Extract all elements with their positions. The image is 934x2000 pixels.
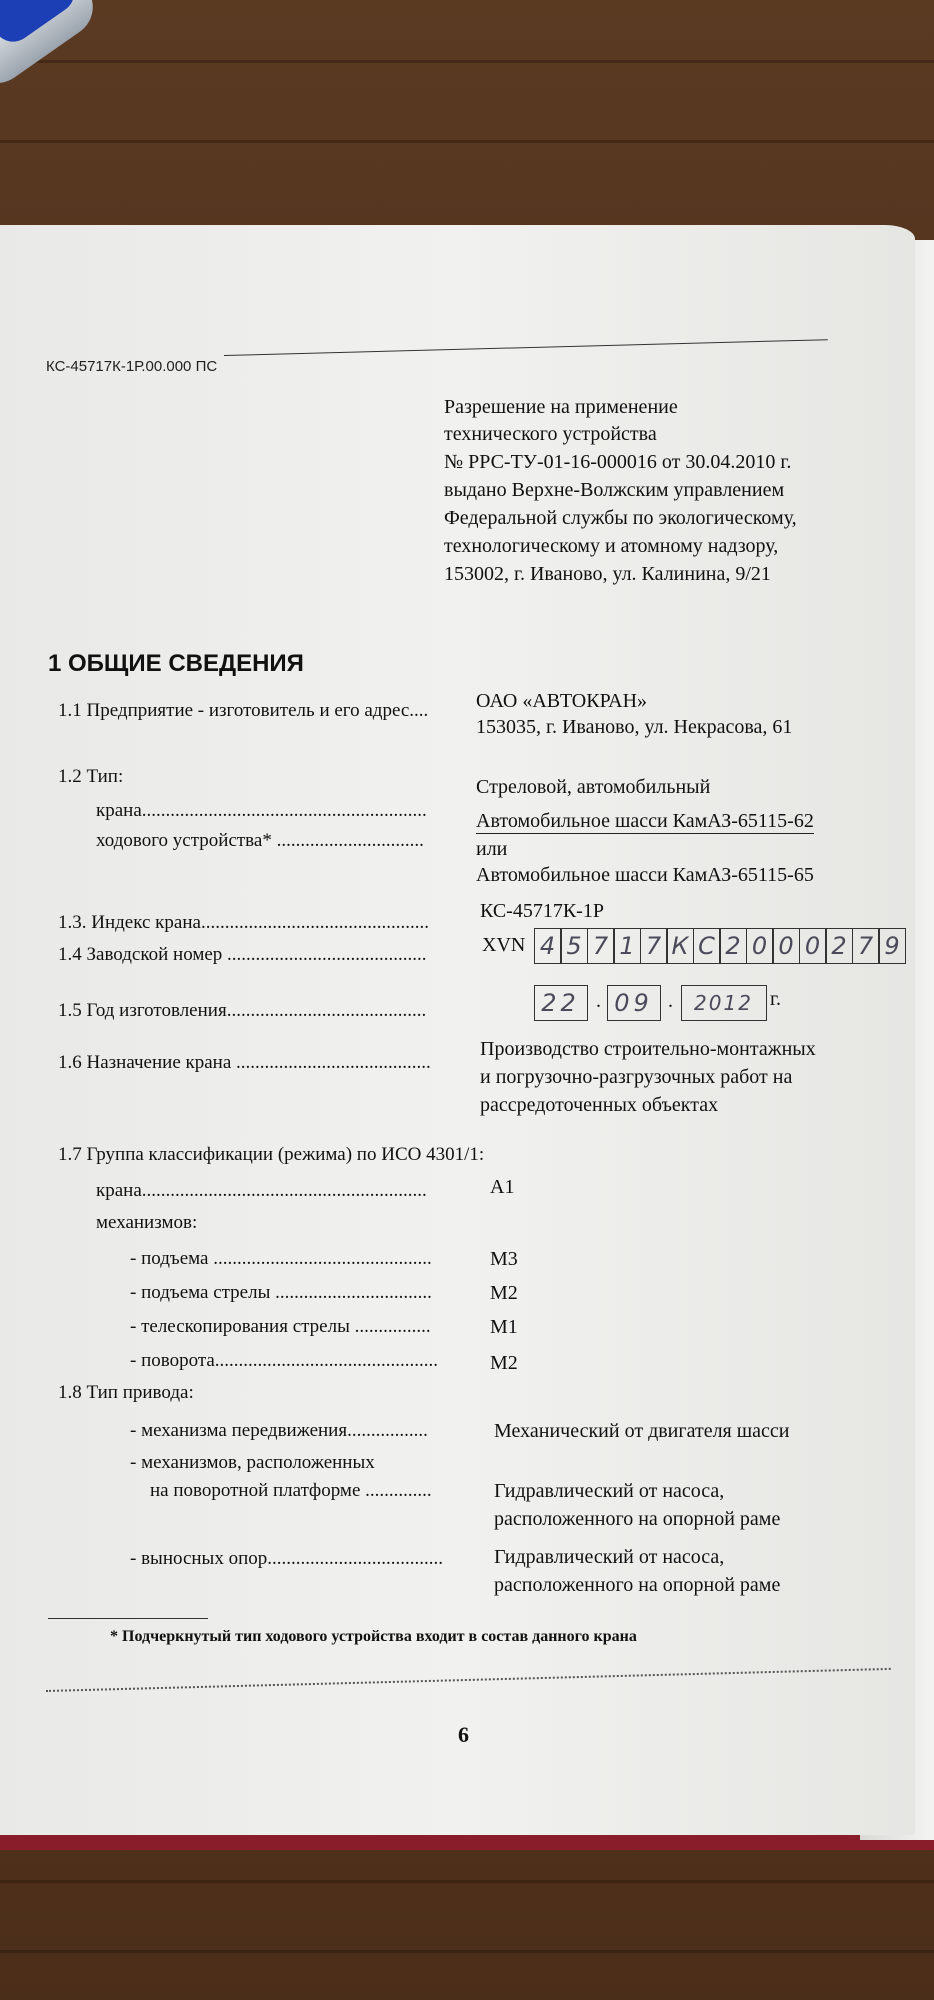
group-label: 1.7 Группа классификации (режима) по ИСО 4301/1: [58, 1144, 485, 1165]
mechanisms-label: механизмов: [96, 1212, 198, 1233]
index-label: 1.3. Индекс крана................................................ [58, 912, 429, 933]
platform-value: Гидравлический от насоса, [494, 1480, 725, 1502]
index-value: КС-45717К-1Р [480, 900, 604, 922]
manufacturer-label: 1.1 Предприятие - изготовитель и его адрес.... [58, 700, 429, 721]
purpose-line: рассредоточенных объектах [480, 1094, 719, 1116]
platform-label: - механизмов, расположенных [130, 1452, 375, 1473]
serial-char: 2 [719, 928, 747, 964]
year-day: 22 [534, 985, 588, 1021]
doc-code: КС-45717К-1Р.00.000 ПС [46, 358, 218, 375]
type-label: 1.2 Тип: [58, 766, 124, 787]
purpose-line: Производство строительно-монтажных [480, 1038, 816, 1060]
serial-char: С [693, 928, 721, 964]
lift-value: М3 [490, 1248, 518, 1270]
serial-prefix: XVN [482, 934, 526, 956]
purpose-label: 1.6 Назначение крана ......................................... [58, 1052, 431, 1073]
year-label: 1.5 Год изготовления.......................................... [58, 1000, 427, 1021]
year-suffix: г. [770, 988, 781, 1010]
outrigger-value: расположенного на опорной раме [494, 1574, 781, 1596]
manufacturer-name: ОАО «АВТОКРАН» [476, 690, 648, 712]
group-crane-value: A1 [490, 1176, 515, 1198]
boom-lift-label: - подъема стрелы ................................. [130, 1282, 432, 1303]
platform-value: расположенного на опорной раме [494, 1508, 781, 1530]
section-title: 1 ОБЩИЕ СВЕДЕНИЯ [48, 650, 304, 677]
permission-line: выдано Верхне-Волжским управлением [444, 479, 785, 501]
year-month: 09 [607, 985, 661, 1021]
drive-label: 1.8 Тип привода: [58, 1382, 194, 1403]
date-separator: . [668, 990, 673, 1012]
chassis-value-selected: Автомобильное шасси КамАЗ-65115-62 [476, 810, 814, 832]
footnote: * Подчеркнутый тип ходового устройства входит в состав данного крана [110, 1628, 637, 1645]
serial-char: 7 [587, 928, 615, 964]
serial-char: 0 [746, 928, 774, 964]
permission-line: № РРС-ТУ-01-16-000016 от 30.04.2010 г. [444, 451, 792, 473]
serial-label: 1.4 Заводской номер .......................................... [58, 944, 427, 965]
year-day-boxes [535, 985, 588, 1021]
serial-boxes [535, 928, 906, 964]
serial-char: К [666, 928, 694, 964]
travel-label: - механизма передвижения................. [130, 1420, 428, 1441]
telescope-value: М1 [490, 1316, 518, 1338]
crane-label: крана............................................................ [96, 800, 427, 821]
serial-char: 5 [560, 928, 588, 964]
serial-char: 0 [799, 928, 827, 964]
year-year-boxes [682, 985, 767, 1021]
crane-value: Стреловой, автомобильный [476, 776, 711, 798]
serial-char: 2 [825, 928, 853, 964]
serial-char: 7 [852, 928, 880, 964]
lift-label: - подъема .............................................. [130, 1248, 432, 1269]
serial-char: 7 [640, 928, 668, 964]
group-crane-label: крана............................................................ [96, 1180, 427, 1201]
permission-line: Разрешение на применение [444, 396, 678, 418]
permission-line: технологическому и атомному надзору, [444, 535, 779, 557]
serial-char: 1 [613, 928, 641, 964]
chassis-label: ходового устройства* ............................... [96, 830, 424, 851]
chassis-value-alt: Автомобильное шасси КамАЗ-65115-65 [476, 864, 814, 886]
travel-value: Механический от двигателя шасси [494, 1420, 790, 1442]
outrigger-label: - выносных опор..................................... [130, 1548, 443, 1569]
footnote-rule [48, 1618, 208, 1619]
date-separator: . [596, 990, 601, 1012]
permission-line: Федеральной службы по экологическому, [444, 507, 797, 529]
telescope-label: - телескопирования стрелы ................ [130, 1316, 431, 1337]
serial-char: 9 [878, 928, 906, 964]
permission-line: технического устройства [444, 423, 657, 445]
chassis-or: или [476, 838, 508, 860]
permission-line: 153002, г. Иваново, ул. Калинина, 9/21 [444, 563, 771, 585]
platform-label: на поворотной платформе .............. [150, 1480, 432, 1501]
slew-label: - поворота............................................... [130, 1350, 439, 1371]
page-number: 6 [458, 1722, 469, 1747]
outrigger-value: Гидравлический от насоса, [494, 1546, 725, 1568]
serial-char: 0 [772, 928, 800, 964]
year-month-boxes [608, 985, 661, 1021]
serial-char: 4 [534, 928, 562, 964]
year-year: 2012 [681, 985, 767, 1021]
purpose-line: и погрузочно-разгрузочных работ на [480, 1066, 793, 1088]
boom-lift-value: М2 [490, 1282, 518, 1304]
manufacturer-address: 153035, г. Иваново, ул. Некрасова, 61 [476, 716, 793, 738]
slew-value: М2 [490, 1352, 518, 1374]
